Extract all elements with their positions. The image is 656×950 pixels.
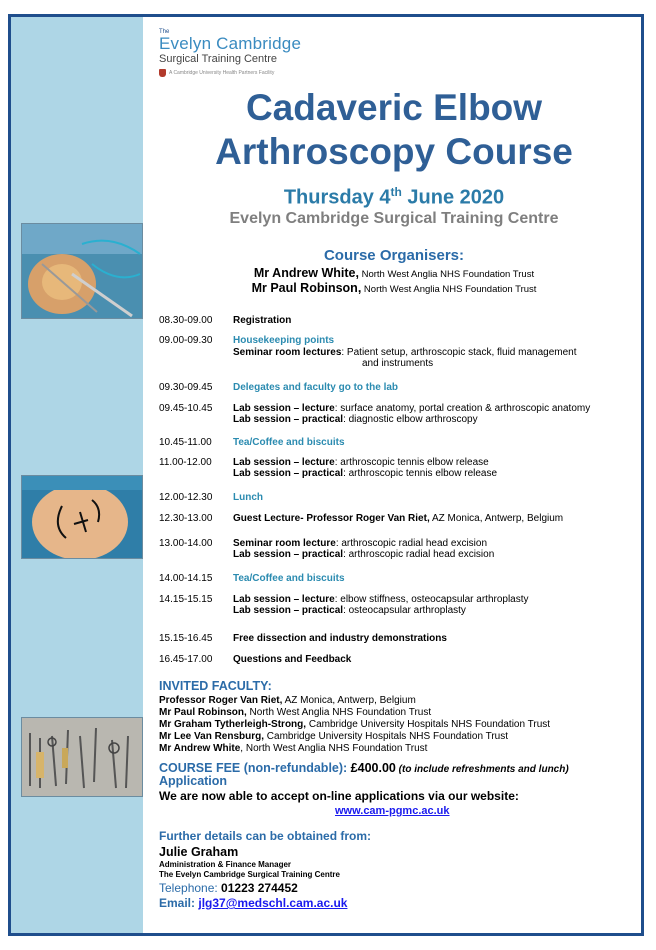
elbow-marking-photo — [21, 475, 143, 559]
schedule-row — [159, 654, 351, 665]
schedule-sub-text: and instruments — [362, 358, 434, 369]
organiser-2 — [151, 281, 637, 295]
schedule-item: Registration — [233, 315, 292, 326]
schedule-sub-text: : diagnostic elbow arthroscopy — [343, 414, 478, 425]
schedule-time: 12.00-12.30 — [159, 492, 213, 503]
contact-name: Julie Graham — [159, 845, 239, 859]
application-text: We are now able to accept on-line applications via our website: — [159, 789, 519, 803]
schedule-time: 09.45-10.45 — [159, 403, 213, 414]
telephone-number: 01223 274452 — [217, 881, 298, 895]
contact-org: The Evelyn Cambridge Surgical Training Centre — [159, 870, 340, 879]
logo-subtitle: Surgical Training Centre — [159, 53, 278, 65]
course-title-line1: Cadaveric Elbow — [245, 87, 543, 128]
faculty-org: Cambridge University Hospitals NHS Foundation Trust — [264, 731, 509, 742]
schedule-sub-text: : arthroscopic radial head excision — [335, 538, 488, 549]
website-link[interactable]: www.cam-pgmc.ac.uk — [335, 805, 450, 817]
schedule-row — [159, 513, 563, 524]
email-label: Email: — [159, 896, 199, 910]
schedule-sub-text: : elbow stiffness, osteocapsular arthroplasty — [334, 594, 529, 605]
schedule-time: 15.15-16.45 — [159, 633, 213, 644]
flyer-frame — [8, 14, 644, 936]
organiser-2-org: North West Anglia NHS Foundation Trust — [361, 284, 537, 295]
schedule-row — [159, 437, 345, 448]
faculty-name: Mr Paul Robinson, — [159, 707, 247, 718]
schedule-item: Tea/Coffee and biscuits — [233, 437, 345, 448]
arthroscopy-photo — [21, 223, 143, 319]
logo-the: The — [159, 29, 170, 35]
contact-heading: Further details can be obtained from: — [159, 829, 372, 843]
email-link[interactable]: jlg37@medschl.cam.ac.uk — [198, 896, 348, 910]
schedule-row — [159, 492, 263, 503]
organiser-2-name: Mr Paul Robinson, — [251, 281, 362, 295]
faculty-name: Mr Lee Van Rensburg, — [159, 731, 265, 742]
schedule-time: 11.00-12.00 — [159, 457, 212, 468]
schedule-time: 09.30-09.45 — [159, 382, 213, 393]
course-fee — [159, 761, 569, 775]
faculty-heading: INVITED FACULTY: — [159, 679, 272, 693]
schedule-sub-label: Lab session – lecture — [233, 403, 335, 414]
schedule-row — [159, 633, 447, 644]
schedule-row — [159, 403, 590, 425]
schedule-sub-text: AZ Monica, Antwerp, Belgium — [429, 513, 564, 524]
faculty-org: Cambridge University Hospitals NHS Foundation Trust — [306, 719, 551, 730]
schedule-time: 12.30-13.00 — [159, 513, 213, 524]
contact-telephone — [159, 881, 298, 895]
schedule-row — [159, 457, 497, 479]
schedule-time: 10.45-11.00 — [159, 437, 212, 448]
schedule-item: Delegates and faculty go to the lab — [233, 382, 399, 393]
schedule-item: Housekeeping points — [233, 335, 335, 346]
faculty-member — [159, 695, 550, 707]
faculty-member — [159, 719, 550, 731]
schedule-row — [159, 538, 494, 560]
schedule-row — [159, 382, 398, 393]
schedule-item: Free dissection and industry demonstrations — [233, 633, 447, 644]
schedule-sub-text: : Patient setup, arthroscopic stack, fluid management — [341, 347, 577, 358]
schedule-time: 13.00-14.00 — [159, 538, 213, 549]
faculty-org: AZ Monica, Antwerp, Belgium — [282, 695, 416, 706]
course-title-line2: Arthroscopy Course — [215, 131, 573, 172]
schedule-sub-label: Seminar room lectures — [233, 347, 342, 358]
faculty-list — [159, 695, 550, 755]
schedule-time: 14.00-14.15 — [159, 573, 213, 584]
schedule-sub-label: Guest Lecture- Professor Roger Van Riet, — [233, 513, 430, 524]
schedule-time: 14.15-15.15 — [159, 594, 213, 605]
organiser-1-org: North West Anglia NHS Foundation Trust — [358, 269, 535, 280]
schedule-sub-label: Lab session – practical — [233, 468, 344, 479]
faculty-name: Professor Roger Van Riet, — [159, 695, 283, 706]
shield-icon — [159, 69, 166, 77]
schedule-sub-label: Lab session – lecture — [233, 457, 335, 468]
logo-partner-text: A Cambridge University Health Partners Facility — [169, 70, 275, 76]
centre-logo — [159, 29, 301, 77]
fee-amount: £400.00 — [347, 761, 396, 775]
schedule-sub-label: Lab session – practical — [233, 414, 344, 425]
schedule-row — [159, 594, 529, 616]
schedule-row — [159, 315, 291, 326]
schedule-time: 09.00-09.30 — [159, 335, 213, 346]
logo-name: Evelyn Cambridge — [159, 34, 302, 53]
instruments-photo — [21, 717, 143, 797]
sidebar — [11, 17, 143, 933]
contact-email — [159, 896, 347, 910]
schedule-sub-text: : arthroscopic radial head excision — [343, 549, 495, 560]
faculty-org: , North West Anglia NHS Foundation Trust — [240, 743, 428, 754]
course-date — [151, 185, 637, 210]
faculty-member — [159, 731, 550, 743]
organisers-heading: Course Organisers: — [323, 247, 465, 264]
schedule-sub-label: Seminar room lecture — [233, 538, 336, 549]
schedule-sub-text: : osteocapsular arthroplasty — [343, 605, 466, 616]
date-suffix: th — [390, 185, 402, 199]
organiser-1-name: Mr Andrew White, — [253, 266, 359, 280]
schedule-row — [159, 335, 577, 369]
application-heading: Application — [159, 774, 228, 788]
telephone-label: Telephone: — [159, 881, 218, 895]
schedule-item: Tea/Coffee and biscuits — [233, 573, 345, 584]
organiser-1 — [151, 266, 637, 280]
schedule-item: Questions and Feedback — [233, 654, 352, 665]
schedule-time: 08.30-09.00 — [159, 315, 213, 326]
date-rest: June 2020 — [401, 186, 505, 209]
contact-role: Administration & Finance Manager — [159, 860, 292, 869]
logo-partner — [159, 69, 301, 77]
faculty-name: Mr Graham Tytherleigh-Strong, — [159, 719, 307, 730]
venue: Evelyn Cambridge Surgical Training Centre — [229, 210, 559, 227]
faculty-org: North West Anglia NHS Foundation Trust — [246, 707, 432, 718]
schedule-item: Lunch — [233, 492, 263, 503]
schedule-sub-text: : surface anatomy, portal creation & arthroscopic anatomy — [334, 403, 591, 414]
faculty-member — [159, 743, 550, 755]
schedule-sub-text: : arthroscopic tennis elbow release — [343, 468, 498, 479]
schedule-row — [159, 573, 345, 584]
date-day: Thursday 4 — [283, 186, 391, 209]
schedule-sub-label: Lab session – practical — [233, 549, 344, 560]
schedule-sub-label: Lab session – lecture — [233, 594, 335, 605]
schedule-sub-label: Lab session – practical — [233, 605, 344, 616]
schedule-time: 16.45-17.00 — [159, 654, 213, 665]
fee-label: COURSE FEE (non-refundable): — [159, 761, 348, 775]
fee-note: (to include refreshments and lunch) — [395, 764, 569, 775]
schedule-sub-text: : arthroscopic tennis elbow release — [334, 457, 489, 468]
faculty-member — [159, 707, 550, 719]
faculty-name: Mr Andrew White — [159, 743, 241, 754]
